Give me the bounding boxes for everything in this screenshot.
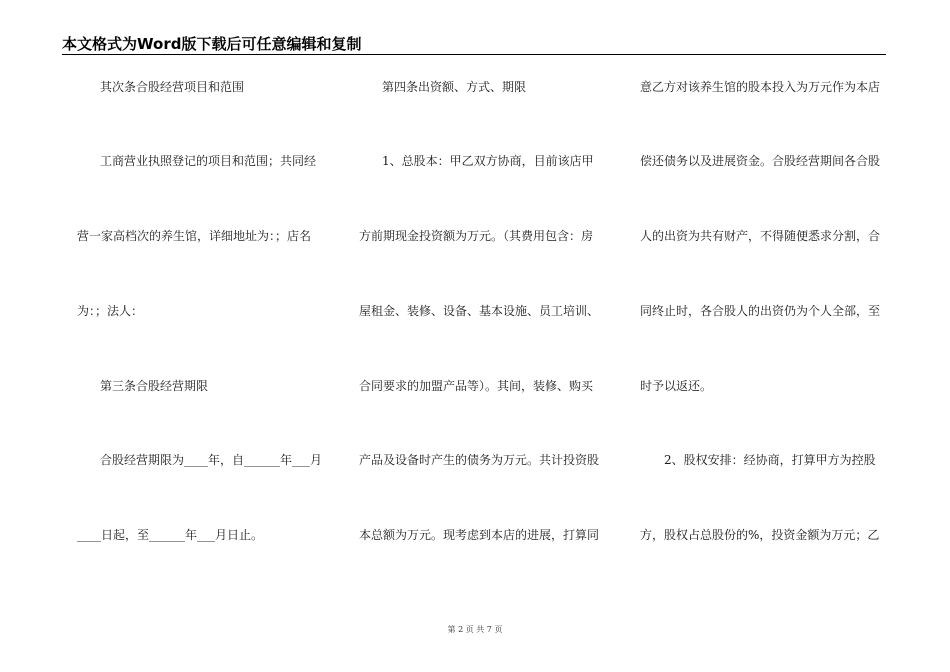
page-number-footer: 第 2 页 共 7 页: [447, 625, 503, 634]
text-line: 为：；法人：: [77, 304, 144, 318]
text-line: 合股经营期限为____年，自______年___月: [100, 453, 323, 467]
text-line: 第四条出资额、方式、期限: [382, 80, 527, 94]
text-line: 同终止时，各合股人的出资仍为个人全部，至: [640, 304, 881, 318]
text-line: 方前期现金投资额为万元。（其费用包含：房: [359, 229, 594, 243]
text-line: 1、总股本：甲乙双方协商，目前该店甲: [382, 154, 594, 168]
text-line: 第三条合股经营期限: [100, 379, 209, 393]
text-line: 偿还债务以及进展资金。合股经营期间各合股: [640, 154, 881, 168]
text-line: 营一家高档次的养生馆，详细地址为：；店名: [77, 229, 312, 243]
header-divider: [62, 54, 886, 55]
text-line: 工商营业执照登记的项目和范围；共同经: [100, 154, 317, 168]
text-line: 意乙方对该养生馆的股本投入为万元作为本店: [640, 80, 881, 94]
text-line: 屋租金、装修、设备、基本设施、员工培训、: [359, 304, 600, 318]
text-line: 其次条合股经营项目和范围: [100, 80, 245, 94]
text-line: 本总额为万元。现考虑到本店的进展，打算同: [359, 528, 600, 542]
document-header-title: 本文格式为Word版下载后可任意编辑和复制: [62, 35, 362, 53]
text-line: 人的出资为共有财产，不得随便悉求分割，合: [640, 229, 881, 243]
text-line: 2、股权安排：经协商，打算甲方为控股: [664, 453, 876, 467]
text-line: 方，股权占总股份的%，投资金额为万元；乙: [640, 528, 880, 542]
text-line: 时予以返还。: [640, 379, 713, 393]
text-line: 产品及设备时产生的债务为万元。共计投资股: [359, 453, 600, 467]
text-line: 合同要求的加盟产品等）。其间，装修、购买: [359, 379, 594, 393]
text-line: ____日起，至______年___月日止。: [77, 528, 264, 542]
